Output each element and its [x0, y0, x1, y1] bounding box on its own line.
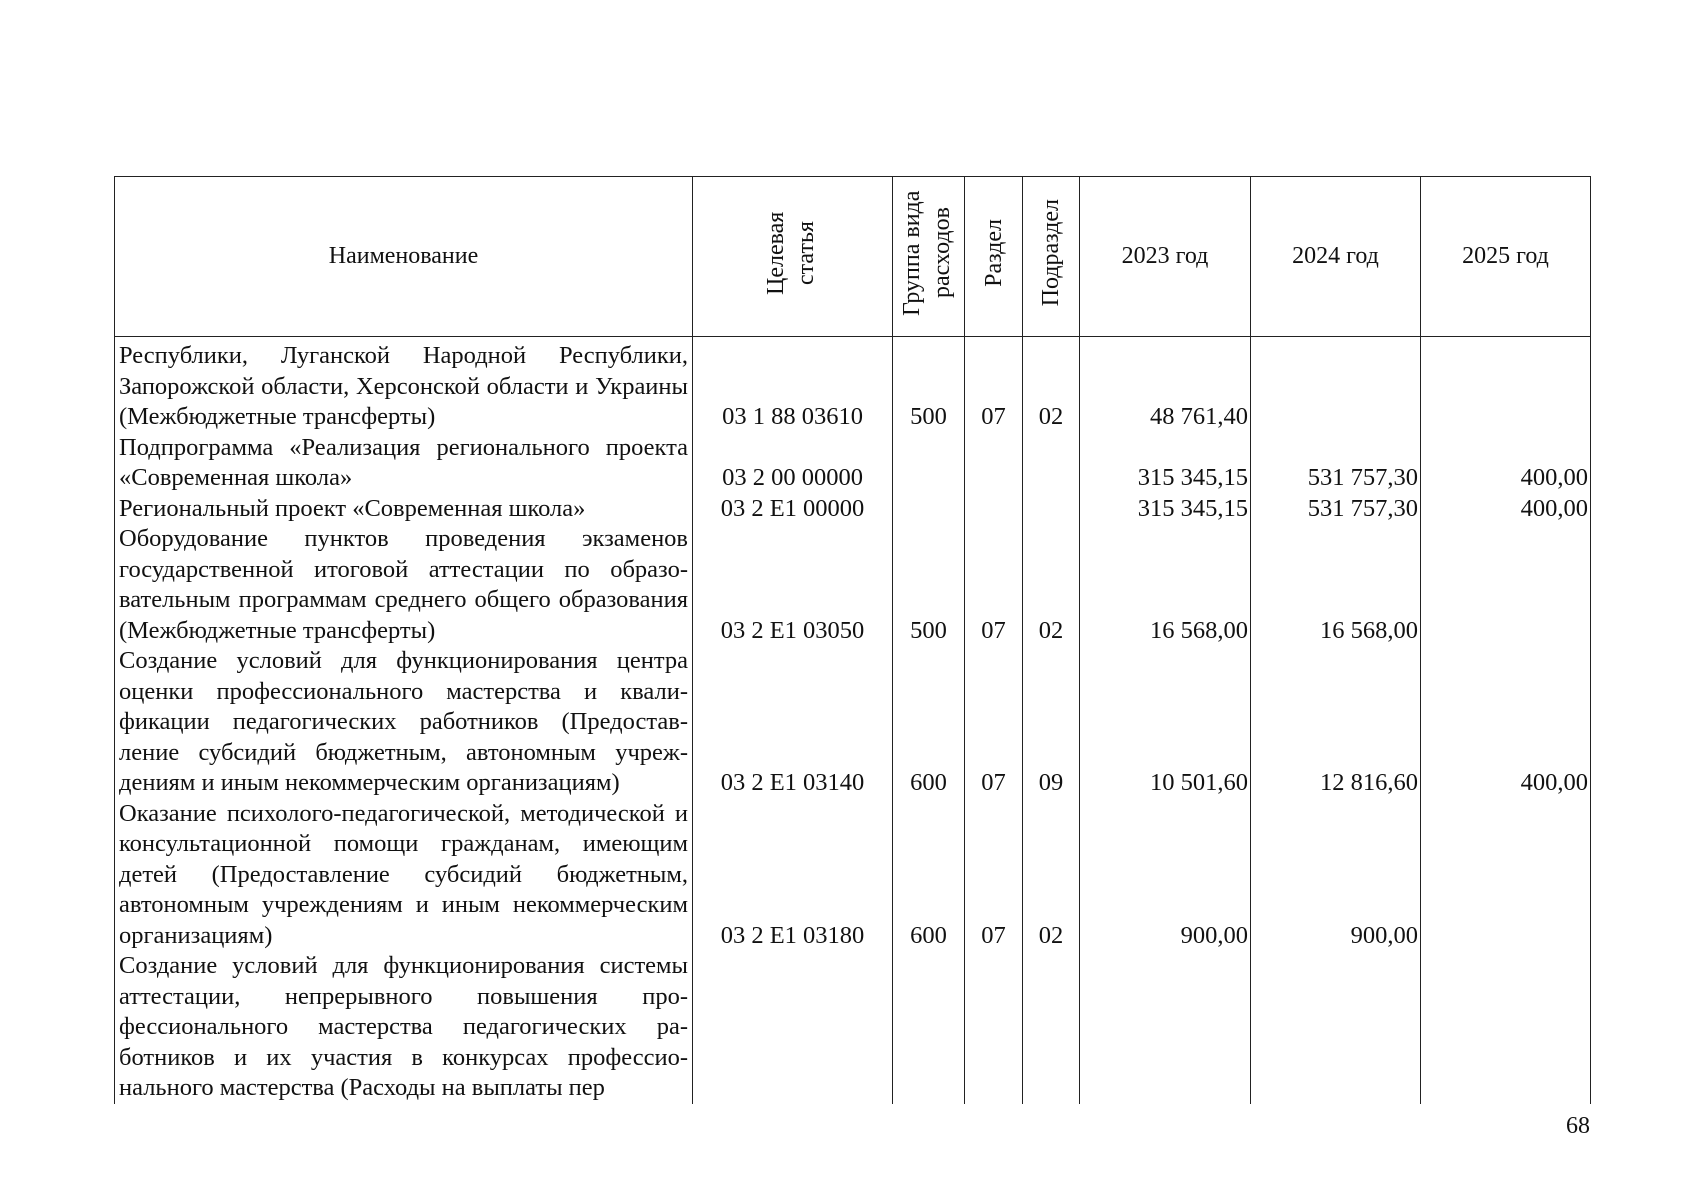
row-amount-2024	[1251, 337, 1421, 433]
row-subsection	[1023, 494, 1080, 525]
row-expense-group: 500	[893, 524, 965, 646]
row-target-article: 03 1 88 03610	[693, 337, 893, 433]
page-number: 68	[1566, 1113, 1590, 1139]
row-target-article: 03 2 E1 00000	[693, 494, 893, 525]
row-name: Оборудование пунктов проведения экзаменов государственной итоговой аттестации по образовательным программам среднего общего образования (Межбюджетные трансферты)	[115, 524, 693, 646]
row-target-article: 03 2 E1 03140	[693, 646, 893, 799]
row-expense-group: 600	[893, 799, 965, 952]
row-amount-2024: 531 757,30	[1251, 494, 1421, 525]
table-row	[115, 799, 1591, 952]
row-amount-2025: 400,00	[1421, 494, 1591, 525]
row-section: 07	[965, 646, 1023, 799]
row-target-article: 03 2 E1 03050	[693, 524, 893, 646]
row-amount-2025	[1421, 951, 1591, 1104]
header-row	[115, 177, 1591, 337]
row-subsection: 02	[1023, 524, 1080, 646]
row-name: Региональный проект «Современная школа»	[115, 494, 693, 525]
header-section-text: Раздел	[980, 219, 1007, 287]
row-subsection: 09	[1023, 646, 1080, 799]
row-amount-2023: 315 345,15	[1080, 494, 1251, 525]
row-name: Оказание психолого-педагогической, методической и консультационной помощи гражданам, имеющим детей (Предоставление субсидий бюджетным, автономным учреждениям и иным некоммерческим организациям)	[115, 799, 693, 952]
table-row	[115, 433, 1591, 494]
header-2024: 2024 год	[1251, 177, 1421, 337]
row-amount-2025	[1421, 799, 1591, 952]
row-name: Создание условий для функционирования центра оценки профессионального мастерства и квалификации педагогических работников (Предоставление субсидий бюджетным, автономным учреждениям и иным некоммерческим организациям)	[115, 646, 693, 799]
row-section: 07	[965, 337, 1023, 433]
table-row	[115, 951, 1591, 1104]
table-body	[115, 337, 1591, 1104]
row-amount-2024: 12 816,60	[1251, 646, 1421, 799]
row-amount-2025	[1421, 337, 1591, 433]
table-row	[115, 524, 1591, 646]
header-2023: 2023 год	[1080, 177, 1251, 337]
row-expense-group: 600	[893, 646, 965, 799]
header-expense-group	[893, 177, 965, 337]
row-expense-group	[893, 494, 965, 525]
row-target-article: 03 2 00 00000	[693, 433, 893, 494]
row-name: Республики, Луганской Народной Республики, Запорожской области, Херсонской области и Украины (Межбюджетные трансферты)	[115, 337, 693, 433]
table-row	[115, 494, 1591, 525]
header-target-article-text: Целевая статья	[762, 211, 819, 295]
row-name: Создание условий для функционирования системы аттестации, непрерывного повышения профессионального мастерства педагогических работников и их участия в конкурсах профессионального мастерства (Расходы на выплаты пер	[115, 951, 693, 1104]
row-subsection	[1023, 433, 1080, 494]
row-target-article: 03 2 E1 03180	[693, 799, 893, 952]
row-subsection: 02	[1023, 337, 1080, 433]
row-section: 07	[965, 799, 1023, 952]
row-amount-2025: 400,00	[1421, 646, 1591, 799]
row-amount-2023	[1080, 951, 1251, 1104]
header-2025: 2025 год	[1421, 177, 1591, 337]
budget-table-sheet	[114, 176, 1590, 1101]
header-target-article	[693, 177, 893, 337]
row-amount-2025	[1421, 524, 1591, 646]
row-amount-2024: 531 757,30	[1251, 433, 1421, 494]
row-amount-2023: 315 345,15	[1080, 433, 1251, 494]
row-target-article	[693, 951, 893, 1104]
row-amount-2023: 900,00	[1080, 799, 1251, 952]
row-section	[965, 433, 1023, 494]
budget-table	[114, 176, 1591, 1104]
row-amount-2024: 16 568,00	[1251, 524, 1421, 646]
row-expense-group	[893, 433, 965, 494]
header-expense-group-text: Группа вида расходов	[898, 190, 955, 316]
row-amount-2025: 400,00	[1421, 433, 1591, 494]
row-amount-2024	[1251, 951, 1421, 1104]
row-subsection	[1023, 951, 1080, 1104]
table-header	[115, 177, 1591, 337]
header-section	[965, 177, 1023, 337]
table-row	[115, 337, 1591, 433]
row-section	[965, 494, 1023, 525]
row-name: Подпрограмма «Реализация регионального проекта «Современная школа»	[115, 433, 693, 494]
table-row	[115, 646, 1591, 799]
row-expense-group	[893, 951, 965, 1104]
row-amount-2024: 900,00	[1251, 799, 1421, 952]
row-amount-2023: 10 501,60	[1080, 646, 1251, 799]
header-subsection	[1023, 177, 1080, 337]
row-section	[965, 951, 1023, 1104]
header-name: Наименование	[115, 177, 693, 337]
row-amount-2023: 16 568,00	[1080, 524, 1251, 646]
row-expense-group: 500	[893, 337, 965, 433]
header-subsection-text: Подраздел	[1038, 199, 1064, 307]
row-subsection: 02	[1023, 799, 1080, 952]
row-section: 07	[965, 524, 1023, 646]
row-amount-2023: 48 761,40	[1080, 337, 1251, 433]
